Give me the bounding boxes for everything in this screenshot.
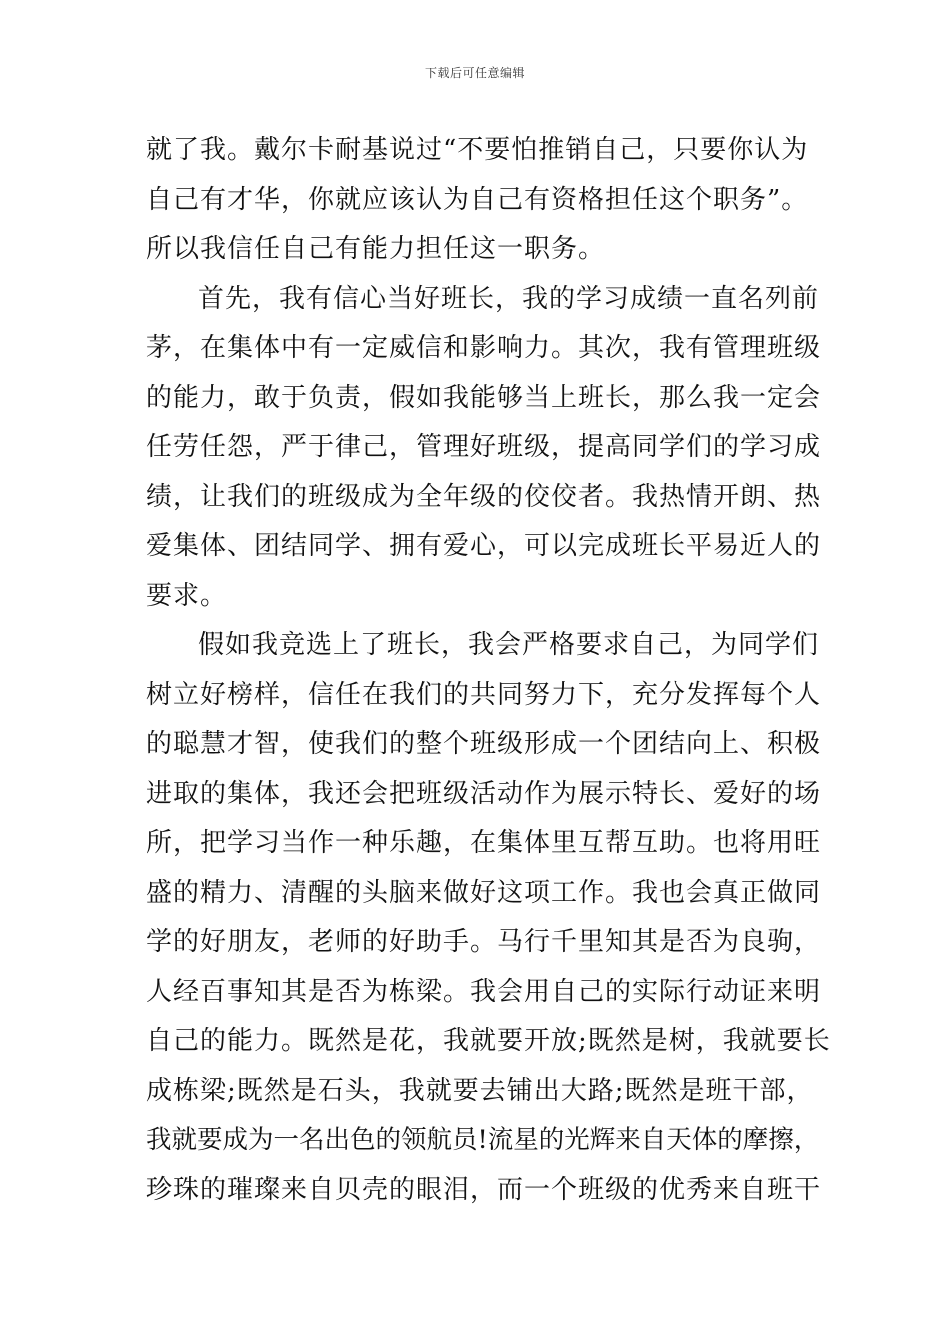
text-line: 任劳任怨，严于律己，管理好班级，提高同学们的学习成 <box>146 432 822 462</box>
text-line: 进取的集体，我还会把班级活动作为展示特长、爱好的场 <box>146 778 822 809</box>
text-line: 首先，我有信心当好班长，我的学习成绩一直名列前 <box>198 283 820 314</box>
text-line: 假如我竞选上了班长，我会严格要求自己，为同学们 <box>198 630 820 660</box>
text-line: 成栋梁;既然是石头，我就要去铺出大路;既然是班干部， <box>146 1075 814 1106</box>
text-line: 茅，在集体中有一定威信和影响力。其次，我有管理班级 <box>146 333 822 363</box>
text-line: 爱集体、团结同学、拥有爱心，可以完成班长平易近人的 <box>146 531 822 561</box>
text-line: 绩，让我们的班级成为全年级的佼佼者。我热情开朗、热 <box>146 481 822 512</box>
text-line: 所，把学习当作一种乐趣，在集体里互帮互助。也将用旺 <box>146 828 822 858</box>
text-line: 要求。 <box>146 580 228 611</box>
text-line: 我就要成为一名出色的领航员!流星的光辉来自天体的摩擦， <box>146 1125 820 1155</box>
text-line: 的能力，敢于负责，假如我能够当上班长，那么我一定会 <box>146 382 822 413</box>
text-line: 珍珠的璀璨来自贝壳的眼泪，而一个班级的优秀来自班干 <box>146 1174 822 1205</box>
text-line: 人经百事知其是否为栋梁。我会用自己的实际行动证来明 <box>146 976 822 1007</box>
text-line: 学的好朋友，老师的好助手。马行千里知其是否为良驹， <box>146 927 822 957</box>
text-line: 树立好榜样，信任在我们的共同努力下，充分发挥每个人 <box>146 679 822 710</box>
page-header: 下载后可任意编辑 <box>424 66 525 80</box>
text-line: 自己的能力。既然是花，我就要开放;既然是树，我就要长 <box>146 1026 831 1056</box>
text-line: 自己有才华，你就应该认为自己有资格担任这个职务”。 <box>146 184 809 215</box>
text-line: 的聪慧才智，使我们的整个班级形成一个团结向上、积极 <box>146 729 822 759</box>
text-line: 盛的精力、清醒的头脑来做好这项工作。我也会真正做同 <box>146 877 822 908</box>
text-line: 就了我。戴尔卡耐基说过“不要怕推销自己，只要你认为 <box>146 135 809 165</box>
text-line: 所以我信任自己有能力担任这一职务。 <box>146 234 606 264</box>
document-body <box>146 126 836 1215</box>
